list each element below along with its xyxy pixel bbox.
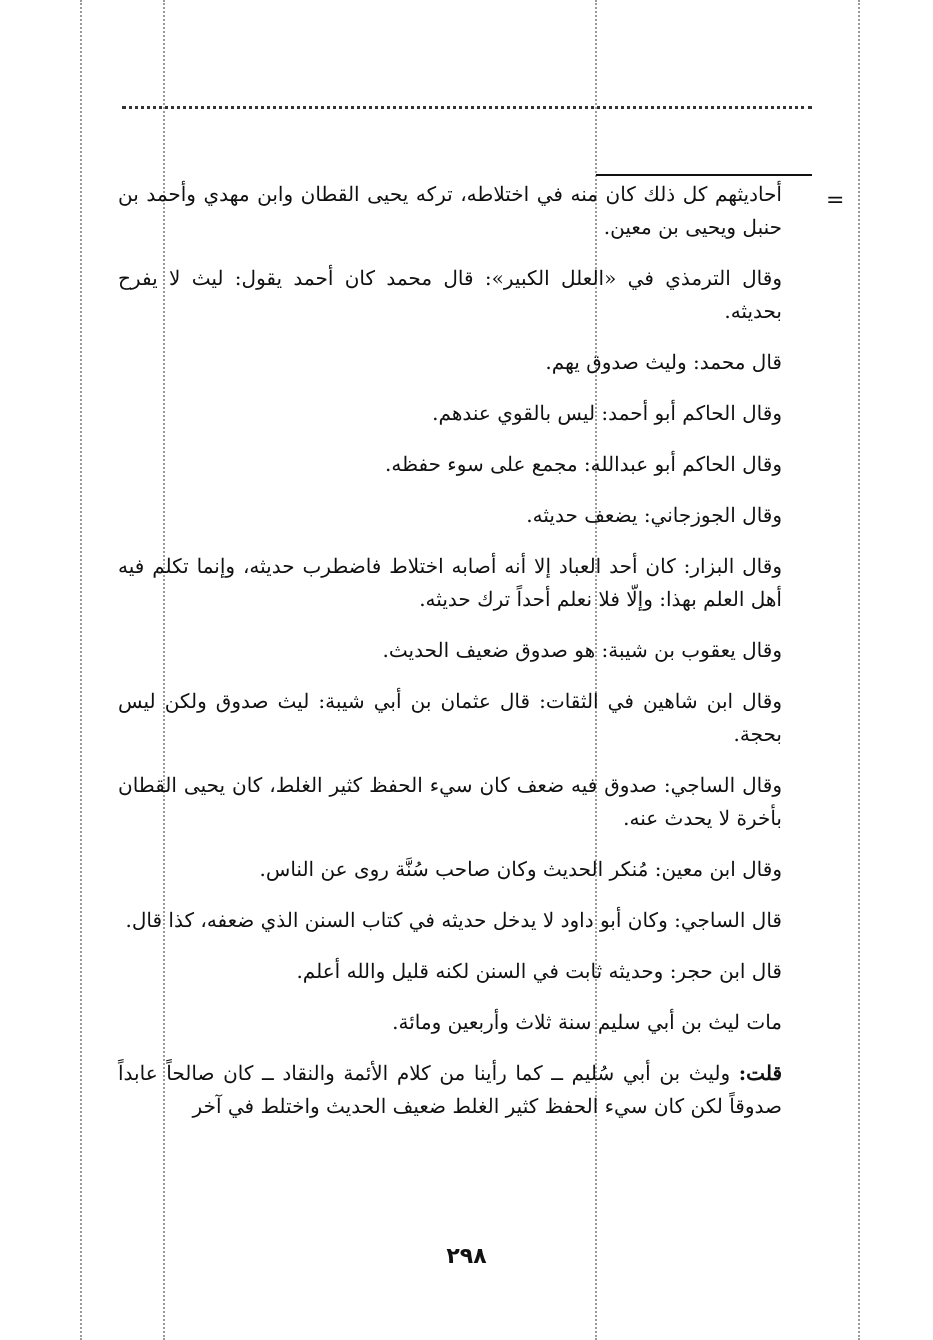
page-number: ٢٩٨ <box>446 1244 487 1269</box>
paragraph <box>118 550 782 616</box>
paragraph <box>118 1057 782 1123</box>
paragraph-lead: قلت: <box>738 1061 782 1085</box>
paragraph-text: وليث بن أبي سُليم ــ كما رأينا من كلام الأئمة والنقاد ــ كان صالحاً عابداً صدوقاً لكن كان سيء الحفظ كثير الغلط ضعيف الحديث واختلط في آخر <box>118 1061 782 1118</box>
paragraph <box>118 853 782 886</box>
paragraph-text: وقال الحاكم أبو أحمد: ليس بالقوي عندهم. <box>432 401 782 425</box>
header-dotted-rule <box>122 106 812 109</box>
paragraph <box>118 1006 782 1039</box>
paragraph-text: وقال يعقوب بن شيبة: هو صدوق ضعيف الحديث. <box>382 638 782 662</box>
paragraph <box>118 346 782 379</box>
continuation-marker: = <box>826 188 845 213</box>
paragraph <box>118 904 782 937</box>
paragraph <box>118 397 782 430</box>
scan-guide-line <box>80 0 82 1340</box>
paragraph <box>118 685 782 751</box>
paragraph-text: وقال الترمذي في «العلل الكبير»: قال محمد كان أحمد يقول: ليث لا يفرح بحديثه. <box>118 266 782 323</box>
paragraph <box>118 262 782 328</box>
paragraph-text: وقال الحاكم أبو عبدالله: مجمع على سوء حفظه. <box>384 452 782 476</box>
paragraph <box>118 955 782 988</box>
paragraph-text: قال ابن حجر: وحديثه ثابت في السنن لكنه قليل والله أعلم. <box>296 959 782 983</box>
paragraph <box>118 178 782 244</box>
paragraph-text: وقال ابن شاهين في الثقات: قال عثمان بن أبي شيبة: ليث صدوق ولكن ليس بحجة. <box>118 689 782 746</box>
paragraph <box>118 769 782 835</box>
page-body <box>118 178 782 1141</box>
paragraph-text: وقال ابن معين: مُنكر الحديث وكان صاحب سُنَّة روى عن الناس. <box>259 857 782 881</box>
paragraph-text: قال محمد: وليث صدوق يهم. <box>545 350 782 374</box>
paragraph-text: قال الساجي: وكان أبو داود لا يدخل حديثه في كتاب السنن الذي ضعفه، كذا قال. <box>125 908 782 932</box>
paragraph-text: وقال البزار: كان أحد العباد إلا أنه أصابه اختلاط فاضطرب حديثه، وإنما تكلم فيه أهل العلم بهذا: وإلّا فلا نعلم أحداً ترك حديثه. <box>118 554 782 611</box>
paragraph <box>118 448 782 481</box>
scan-guide-line <box>858 0 860 1340</box>
paragraph-text: أحاديثهم كل ذلك كان منه في اختلاطه، تركه يحيى القطان وابن مهدي وأحمد بن حنبل ويحيى بن معين. <box>118 182 782 239</box>
paragraph-text: وقال الساجي: صدوق فيه ضعف كان سيء الحفظ كثير الغلط، كان يحيى القطان بأخرة لا يحدث عنه. <box>118 773 782 830</box>
paragraph-text: مات ليث بن أبي سليم سنة ثلاث وأربعين ومائة. <box>392 1010 782 1034</box>
paragraph-text: وقال الجوزجاني: يضعف حديثه. <box>526 503 782 527</box>
footnote-separator-rule <box>596 174 812 176</box>
paragraph <box>118 634 782 667</box>
paragraph <box>118 499 782 532</box>
